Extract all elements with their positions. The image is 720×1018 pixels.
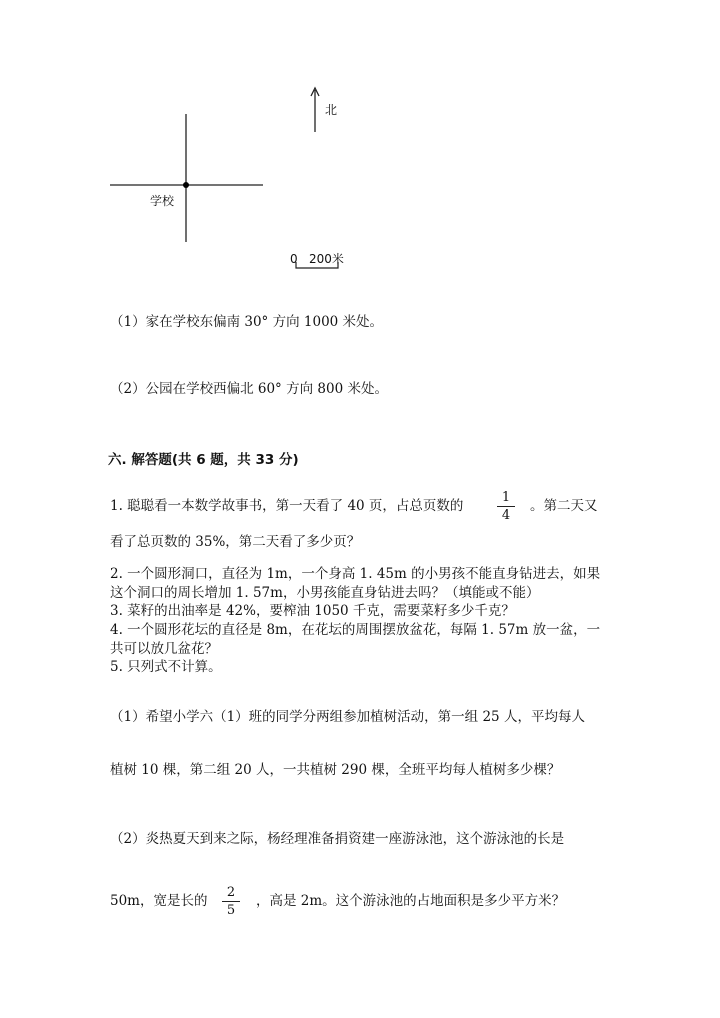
fraction-numerator: 1 [501, 490, 511, 505]
question-5: 5. 只列式不计算。 [110, 659, 222, 675]
fraction-bar [222, 901, 240, 902]
question-1-text: 1. 聪聪看一本数学故事书，第一天看了 40 页，占总页数的 [110, 498, 464, 514]
fraction-denominator: 4 [501, 508, 511, 523]
answer-1: （1）家在学校东偏南 30° 方向 1000 米处。 [110, 314, 384, 330]
answer-2: （2）公园在学校西偏北 60° 方向 800 米处。 [110, 381, 388, 397]
question-5-2-line1: （2）炎热夏天到来之际，杨经理准备捐资建一座游泳池，这个游泳池的长是 [110, 831, 565, 847]
fraction-numerator: 2 [226, 885, 236, 900]
question-1-text-cont: 。第二天又 [530, 498, 598, 514]
scale-zero-label: 0 [290, 252, 298, 266]
question-1-fraction [497, 490, 515, 523]
section-title: 六. 解答题(共 6 题，共 33 分) [108, 452, 299, 468]
question-5-2-fraction [222, 885, 240, 918]
north-label: 北 [325, 103, 338, 117]
question-4-line1: 4. 一个圆形花坛的直径是 8m，在花坛的周围摆放盆花，每隔 1. 57m 放一盆，一 [110, 622, 601, 638]
question-4-line2: 共可以放几盆花？ [110, 641, 218, 657]
scale-distance-label: 200米 [309, 252, 344, 266]
school-point [183, 182, 189, 188]
question-1-line2: 看了总页数的 35%，第二天看了多少页？ [110, 534, 361, 550]
fraction-bar [497, 506, 515, 507]
question-5-2-text: 50m，宽是长的 [110, 893, 208, 909]
question-2-line2: 这个洞口的周长增加 1. 57m，小男孩能直身钻进去吗？（填能或不能） [110, 585, 540, 601]
question-5-2-text-cont: ，高是 2m。这个游泳池的占地面积是多少平方米？ [256, 893, 566, 909]
direction-map [0, 0, 720, 300]
school-label: 学校 [150, 194, 175, 208]
question-5-1-line2: 植树 10 棵，第二组 20 人，一共植树 290 棵，全班平均每人植树多少棵？ [110, 762, 561, 778]
question-5-1-line1: （1）希望小学六（1）班的同学分两组参加植树活动，第一组 25 人，平均每人 [110, 709, 585, 725]
fraction-denominator: 5 [226, 903, 236, 918]
question-3: 3. 菜籽的出油率是 42%，要榨油 1050 千克，需要菜籽多少千克？ [110, 603, 515, 619]
question-2-line1: 2. 一个圆形洞口，直径为 1m，一个身高 1. 45m 的小男孩不能直身钻进去，如果 [110, 566, 601, 582]
